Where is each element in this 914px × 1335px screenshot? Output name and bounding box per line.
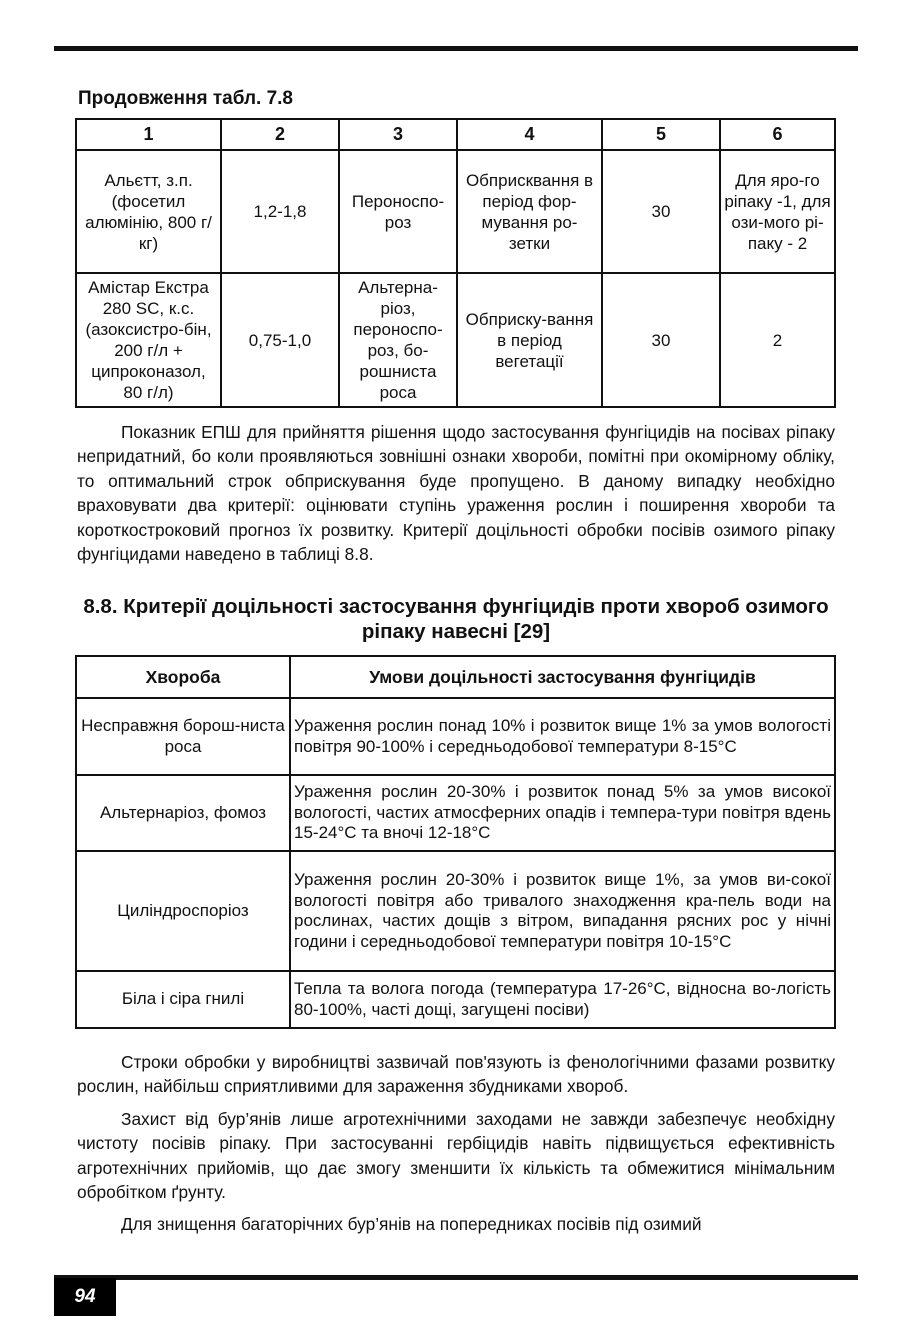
body-paragraph: Для знищення багаторічних бур’янів на попередниках посівів під озимий xyxy=(121,1214,702,1234)
preparation-cell: Амістар Екстра 280 SC, к.с. (азоксистро-бін, 200 г/л + ципроконазол, 80 г/л) xyxy=(76,273,221,407)
header-cell: Хвороба xyxy=(76,656,290,698)
table-header-row xyxy=(76,119,835,150)
body-paragraph: Строки обробки у виробництві зазвичай пов'язують із фенологічними фазами розвитку рослин, найбільш сприятливими для зараження збудниками хвороб. xyxy=(77,1052,835,1097)
disease-cell: Альтернаріоз, фомоз xyxy=(76,775,290,851)
table-8-8 xyxy=(75,655,836,1029)
rate-cell: 0,75-1,0 xyxy=(221,273,339,407)
disease-cell: Циліндроспоріоз xyxy=(76,851,290,971)
top-rule xyxy=(54,46,858,51)
method-cell: Обприсквання в період фор-мування ро-зетки xyxy=(457,150,602,273)
disease-cell: Пероноспо-роз xyxy=(339,150,457,273)
conditions-cell: Ураження рослин понад 10% і розвиток вище 1% за умов вологості повітря 90-100% і середньодобової температури 8-15°С xyxy=(290,698,835,775)
table-header-row xyxy=(76,656,835,698)
header-cell: 6 xyxy=(720,119,835,150)
header-cell: 4 xyxy=(457,119,602,150)
disease-cell: Біла і сіра гнилі xyxy=(76,971,290,1028)
conditions-cell: Тепла та волога погода (температура 17-26°С, відносна во-логість 80-100%, часті дощі, загущені посіви) xyxy=(290,971,835,1028)
treatments-cell: Для яро-го ріпаку -1, для ози-мого рі-паку - 2 xyxy=(720,150,835,273)
disease-cell: Альтерна-ріоз, пероноспо-роз, бо-рошниста роса xyxy=(339,273,457,407)
treatments-cell: 2 xyxy=(720,273,835,407)
page-number: 94 xyxy=(54,1278,116,1316)
conditions-cell: Ураження рослин 20-30% і розвиток понад 5% за умов високої вологості, частих атмосферних опадів і темпера-тури повітря вдень 15-24°С та вночі 12-18°С xyxy=(290,775,835,851)
waiting-period-cell: 30 xyxy=(602,273,720,407)
bottom-rule xyxy=(54,1275,858,1280)
body-paragraph: Показник ЕПШ для прийняття рішення щодо застосування фунгіцидів на посівах ріпаку непридатний, бо коли проявляються зовнішні ознаки хвороби, помітні при окомірному обліку, то оптимальний строк обприскування буде пропущено. В даному випадку необхідно враховувати два критерії: оцінювати ступінь ураження рослин і поширення хвороби та короткостроковий прогноз їх розвитку. Критерії доцільності обробки посівів озимого ріпаку фунгіцидами наведено в таблиці 8.8. xyxy=(77,422,835,565)
table-row xyxy=(76,273,835,407)
waiting-period-cell: 30 xyxy=(602,150,720,273)
conditions-cell: Ураження рослин 20-30% і розвиток вище 1%, за умов ви-сокої вологості повітря або тривалого знаходження кра-пель води на рослинах, частих дощів з вітром, випадання рясних рос у нічні години і середньодобової температури повітря 10-15°С xyxy=(290,851,835,971)
disease-cell: Несправжня борош-ниста роса xyxy=(76,698,290,775)
header-cell: 3 xyxy=(339,119,457,150)
method-cell: Обприску-вання в період вегетації xyxy=(457,273,602,407)
header-cell: 2 xyxy=(221,119,339,150)
preparation-cell: Альєтт, з.п. (фосетил алюмінію, 800 г/кг) xyxy=(76,150,221,273)
table-row xyxy=(76,698,835,775)
rate-cell: 1,2-1,8 xyxy=(221,150,339,273)
table-row xyxy=(76,851,835,971)
header-cell: Умови доцільності застосування фунгіцидів xyxy=(290,656,835,698)
table-heading: 8.8. Критерії доцільності застосування фунгіцидів проти хвороб озимого ріпаку навесні [29] xyxy=(83,595,829,643)
table-row xyxy=(76,775,835,851)
table-7-8-continuation xyxy=(75,118,836,408)
table-row xyxy=(76,150,835,273)
header-cell: 5 xyxy=(602,119,720,150)
header-cell: 1 xyxy=(76,119,221,150)
table-row xyxy=(76,971,835,1028)
table-continuation-caption: Продовження табл. 7.8 xyxy=(78,88,293,109)
body-paragraph: Захист від бур’янів лише агротехнічними заходами не завжди забезпечує необхідну чистоту посівів ріпаку. При застосуванні гербіцидів навіть підвищується ефективність агротехнічних прийомів, що дає змогу зменшити їх кількість та обмежитися мінімальним обробітком ґрунту. xyxy=(77,1109,835,1203)
